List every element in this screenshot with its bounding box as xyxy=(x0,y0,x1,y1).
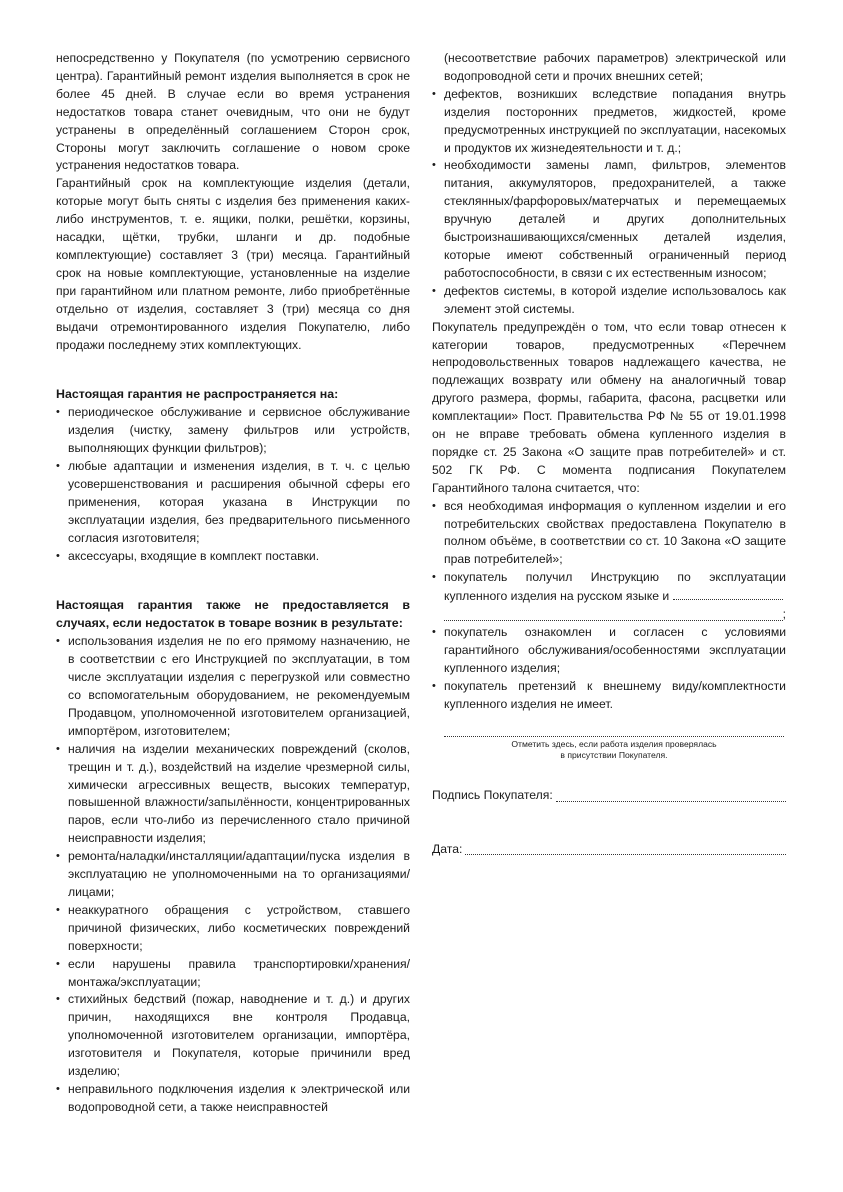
caption-line: Отметить здесь, если работа изделия проверялась xyxy=(511,738,717,749)
spacer xyxy=(56,354,410,386)
defect-causes-list xyxy=(56,633,410,1116)
list-item: • наличия на изделии механических повреждений (сколов, трещин и т. д.), воздействий на изделие чрезмерной силы, химически агрессивных веществ, высоких температур, повышенной влажности/запылённости, концентрированных паров, если что-либо из перечисленного стало причиной неисправности изделия; xyxy=(56,741,410,848)
list-item: • аксессуары, входящие в комплект поставки. xyxy=(56,548,410,566)
check-mark-caption xyxy=(444,739,784,761)
list-item: • неаккуратного обращения с устройством, ставшего причиной физических, либо косметических повреждений поверхности; xyxy=(56,902,410,956)
list-item: • неправильного подключения изделия к электрической или водопроводной сети, а также неисправностей xyxy=(56,1081,410,1117)
date-row xyxy=(432,841,786,859)
date-label: Дата: xyxy=(432,841,463,856)
date-field[interactable] xyxy=(465,842,786,855)
language-fill-line[interactable] xyxy=(673,587,783,600)
list-item: • вся необходимая информация о купленном изделии и его потребительских свойствах предоставлена Покупателю в полном объёме, в соответствии со ст. 10 Закона «О защите прав потребителей»; xyxy=(432,498,786,570)
list-item: • любые адаптации и изменения изделия, в т. ч. с целью усовершенствования и расширения обычной сферы его применения, которая указана в Инструкции по эксплуатации изделия, без предварительного письменного согласия изготовителя; xyxy=(56,458,410,548)
list-item: • покупатель претензий к внешнему виду/комплектности купленного изделия не имеет. xyxy=(432,678,786,714)
heading-warranty-exclusions: Настоящая гарантия не распространяется на: xyxy=(56,387,339,402)
list-item: • периодическое обслуживание и сервисное обслуживание изделия (чистку, замену фильтров или устройств, выполняющих функции фильтров); xyxy=(56,404,410,458)
list-item: • необходимости замены ламп, фильтров, элементов питания, аккумуляторов, предохранителей, а также стеклянных/фарфоровых/матерчатых и перемещаемых вручную деталей и других дополнительных быстроизнашивающихся/сменных деталей изделия, которые имеют собственный ограниченный период работоспособности, в связи с их естественным износом; xyxy=(432,157,786,282)
language-fill-line-2[interactable] xyxy=(444,606,783,621)
list-item: • стихийных бедствий (пожар, наводнение и т. д.) и других причин, находящихся вне контроля Продавца, уполномоченной изготовителем организации, импортёра, изготовителя и Покупателя, которые причинили вред изделию; xyxy=(56,991,410,1081)
list-item: • дефектов системы, в которой изделие использовалось как элемент этой системы. xyxy=(432,283,786,319)
signature-row xyxy=(432,787,786,805)
list-item-end: ; xyxy=(782,607,786,622)
buyer-acknowledgements-list xyxy=(432,498,786,714)
list-item-text: покупатель получил Инструкцию по эксплуатации купленного изделия на русском языке и xyxy=(444,570,786,604)
paragraph-repair-terms: непосредственно у Покупателя (по усмотрению сервисного центра). Гарантийный ремонт изделия выполняется в срок не более 45 дней. В случае если во время устранения недостатков товара станет очевидным, что они не будут устранены в определённый соглашением Сторон срок, Стороны могут заключить соглашение о новом сроке устранения недостатков товара. xyxy=(56,51,410,173)
list-item: • ремонта/наладки/инсталляции/адаптации/пуска изделия в эксплуатацию не уполномоченными на то организациями/ лицами; xyxy=(56,848,410,902)
defect-causes-list-continued xyxy=(432,86,786,319)
signature-field[interactable] xyxy=(556,789,786,802)
spacer xyxy=(56,565,410,597)
list-item: • использования изделия не по его прямому назначению, не в соответствии с его Инструкцией по эксплуатации, в том числе эксплуатации изделия с перегрузкой или совместно со вспомогательным оборудованием, не рекомендуемым Продавцом, уполномоченной изготовителем организацией, импортёром, изготовителем; xyxy=(56,633,410,740)
left-column xyxy=(56,50,410,1117)
paragraph-components-warranty: Гарантийный срок на комплектующие изделия (детали, которые могут быть сняты с изделия без применения каких-либо инструментов, т. е. ящики, полки, решётки, корзины, насадки, щётки, трубки, шланги и др. подобные комплектующие) составляет 3 (три) месяца. Гарантийный срок на новые комплектующие, установленные на изделие при гарантийном или платном ремонте, либо приобретённые отдельно от изделия, составляет 3 (три) месяца со дня выдачи отремонтированного изделия Покупателю, либо продажи последнему этих комплектующих. xyxy=(56,176,410,352)
list-item: • покупатель ознакомлен и согласен с условиями гарантийного обслуживания/особенностями эксплуатации купленного изделия; xyxy=(432,624,786,678)
list-item: • если нарушены правила транспортировки/хранения/монтажа/эксплуатации; xyxy=(56,956,410,992)
check-mark-field[interactable] xyxy=(444,724,784,737)
signature-label: Подпись Покупателя: xyxy=(432,787,553,802)
list-item: • дефектов, возникших вследствие попадания внутрь изделия посторонних предметов, жидкостей, кроме предусмотренных инструкцией по эксплуатации, насекомых и продуктов их жизнедеятельности и т. д.; xyxy=(432,86,786,158)
paragraph-buyer-notice: Покупатель предупреждён о том, что если товар отнесен к категории товаров, предусмотренных «Перечнем непродовольственных товаров надлежащего качества, не подлежащих возврату или обмену на аналогичный товар другого размера, формы, габарита, фасона, расцветки или комплектации» Пост. Правительства РФ № 55 от 19.01.1998 он не вправе требовать обмена купленного изделия в порядке ст. 25 Закона «О защите прав потребителей» и ст. 502 ГК РФ. С момента подписания Покупателем Гарантийного талона считается, что: xyxy=(432,319,786,495)
list-continuation: (несоответствие рабочих параметров) электрической или водопроводной сети и прочих внешних сетей; xyxy=(444,51,786,83)
exclusions-list xyxy=(56,404,410,565)
caption-line: в присутствии Покупателя. xyxy=(560,749,668,760)
heading-warranty-not-provided: Настоящая гарантия также не предоставляется в случаях, если недостаток в товаре возник в результате: xyxy=(56,598,410,631)
list-item-instruction-language xyxy=(432,569,786,624)
right-column xyxy=(432,50,786,858)
